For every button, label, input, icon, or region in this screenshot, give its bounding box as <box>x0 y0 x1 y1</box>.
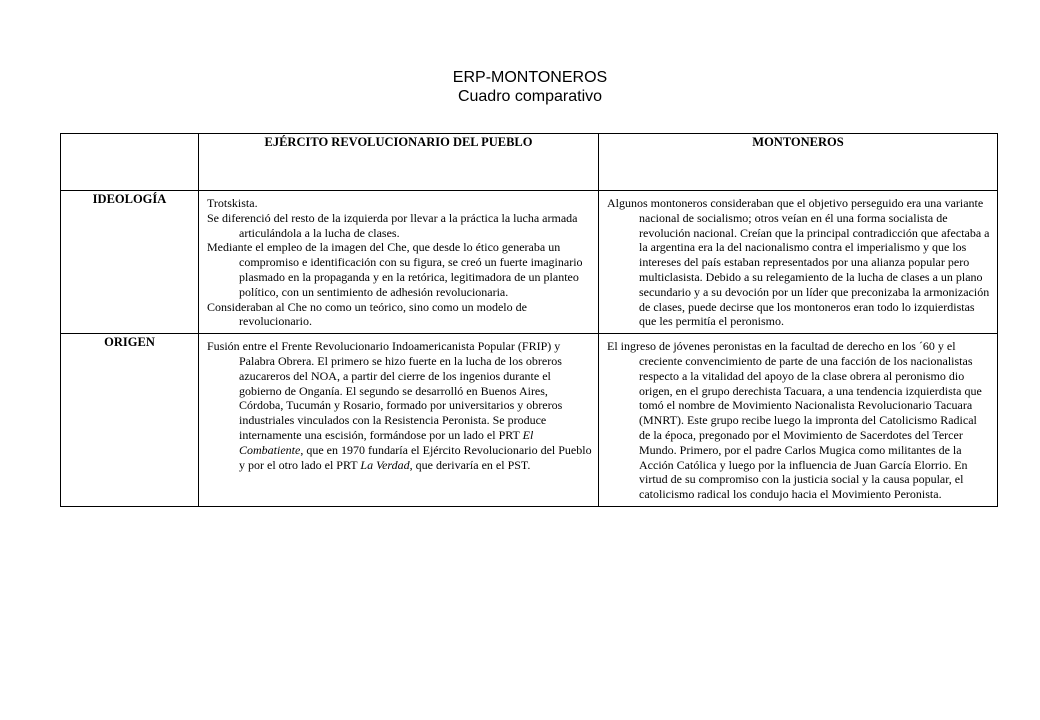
paragraph <box>207 339 592 472</box>
text-span: Fusión entre el Frente Revolucionario Indoamericanista Popular (FRIP) y Palabra Obrera. El primero se hizo fuerte en la lucha de los obreros azucareros del NOA, a partir del cierre de los ingenios durante el gobierno de Onganía. El segundo se desarrolló en Buenos Aires, Córdoba, Tucumán y Rosario, formado por universitarios y obreros industriales vinculados con la Resistencia Peronista. Se produce internamente una escisión, formándose por un lado el PRT <box>207 339 563 442</box>
title-line-2: Cuadro comparativo <box>457 88 603 105</box>
cell-ideologia-erp <box>199 191 599 334</box>
row-label-ideologia: IDEOLOGÍA <box>61 191 199 334</box>
cell-origen-montoneros <box>599 334 998 507</box>
italic-title: El Combatiente <box>239 427 534 457</box>
text-span: , que en 1970 fundaría el Ejército Revolucionario del Pueblo y por el otro lado el PRT <box>239 442 592 472</box>
header-montoneros: MONTONEROS <box>599 134 998 191</box>
header-empty-cell <box>61 134 199 191</box>
text-span: , que derivaría en el PST. <box>409 457 531 472</box>
row-label-origen: ORIGEN <box>61 334 199 507</box>
header-erp: EJÉRCITO REVOLUCIONARIO DEL PUEBLO <box>199 134 599 191</box>
paragraph: Mediante el empleo de la imagen del Che, que desde lo ético generaba un compromiso e identificación con su figura, se creó un fuerte imaginario plasmado en la propaganda y en la retórica, legitimadora de un planteo político, con un sentimiento de adhesión revolucionaria. <box>207 240 583 299</box>
cell-ideologia-montoneros <box>599 191 998 334</box>
cell-origen-erp <box>199 334 599 507</box>
comparison-table <box>60 133 998 507</box>
header-row <box>61 134 998 191</box>
paragraph: El ingreso de jóvenes peronistas en la facultad de derecho en los ´60 y el creciente convencimiento de parte de una facción de los nacionalistas respecto a la vitalidad del apoyo de la clase obrera al peronismo dio origen, en el grupo derechista Tacuara, a una tendencia izquierdista que tomó el nombre de Movimiento Nacionalista Revolucionario Tacuara (MNRT). Este grupo recibe luego la impronta del Catolicismo Radical de la época, pregonado por el Movimiento de Sacerdotes del Tercer Mundo. Primero, por el padre Carlos Mugica como militantes de la Acción Católica y luego por la influencia de Juan García Elorrio. En virtud de su compromiso con la justicia social y la causa popular, el catolicismo radical los condujo hacia el Movimiento Peronista. <box>607 339 982 502</box>
table-row-ideologia <box>61 191 998 334</box>
paragraph: Trotskista. <box>207 196 258 210</box>
paragraph: Se diferenció del resto de la izquierda por llevar a la práctica la lucha armada articulándola a la lucha de clases. <box>207 210 578 240</box>
italic-title: La Verdad <box>360 457 410 472</box>
paragraph: Consideraban al Che no como un teórico, sino como un modelo de revolucionario. <box>207 299 527 329</box>
title-line-1: ERP-MONTONEROS <box>452 69 608 86</box>
document-title <box>0 68 1040 106</box>
table-row-origen <box>61 334 998 507</box>
paragraph: Algunos montoneros consideraban que el objetivo perseguido era una variante nacional de socialismo; otros veían en él una forma socialista de revolución nacional. Creían que la principal contradicción que afectaba a la argentina era la del nacionalismo contra el imperialismo y que los intereses del país estaban representados por una alianza popular pero multiclasista. Debido a su relegamiento de la lucha de clases a un plano secundario y a su devoción por un líder que preconizaba la armonización de clases, puede decirse que los montoneros eran todo lo izquierdistas que les permitía el peronismo. <box>607 196 990 329</box>
